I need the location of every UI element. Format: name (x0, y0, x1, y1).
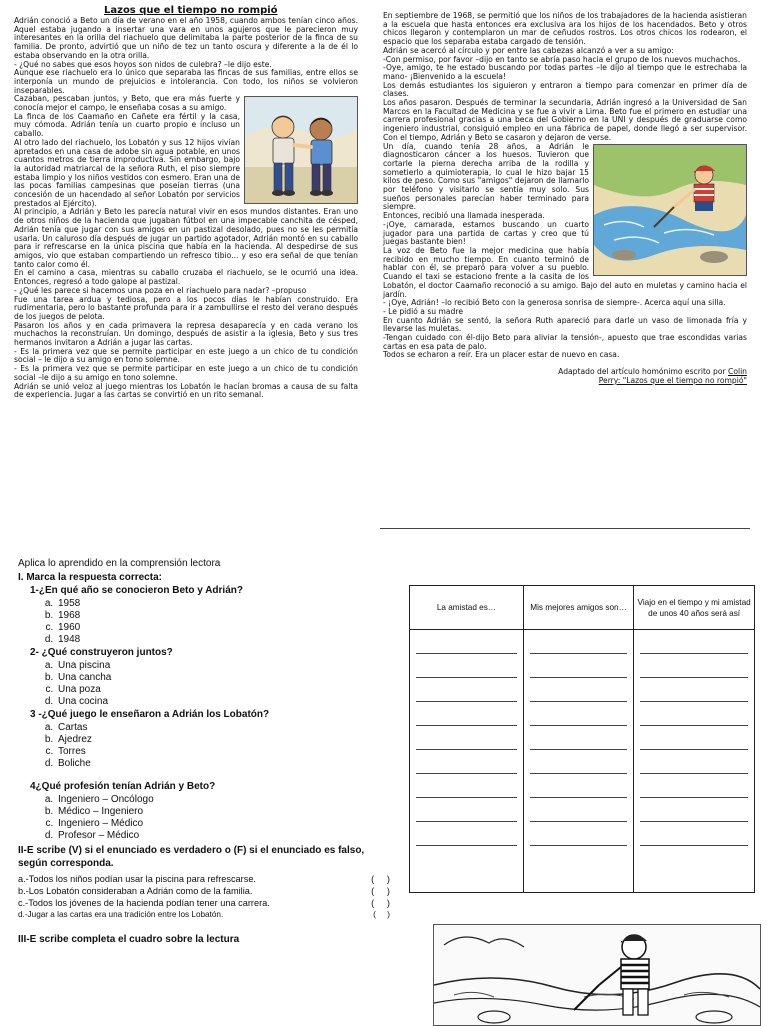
story-paragraph: -Tengan cuidado con él-dijo Beto para aliviar la tensión-, apuesto que trae escondidas varias cartas en esa pata de palo. (383, 333, 747, 351)
table-header: La amistad es… (410, 586, 524, 630)
story-paragraph: Cazaban, pescaban juntos, y Beto, que era más fuerte y conocía mejor el campo, le enseñaba cosas a su amigo. (14, 94, 240, 113)
tf-answer-blank[interactable]: ( ) (371, 898, 390, 909)
option[interactable]: a. Cartas (56, 722, 390, 734)
question-2: 2- ¿Qué construyeron juntos? (30, 647, 173, 659)
story-paragraph: Entonces, recibió una llamada inesperada. (383, 211, 545, 221)
section-3-title: III-E scribe completa el cuadro sobre la lectura (18, 933, 240, 945)
story-paragraph: Aunque ese riachuelo era lo único que separaba las fincas de sus familias, entre ellos se interponía un mundo de prejuicios e intolerancia. Con todo, los niños se volvieron inseparables. (14, 68, 358, 95)
question-3: 3 -¿Qué juego le enseñaron a Adrián los Lobatón? (30, 709, 270, 721)
story-paragraph: Un día, cuando tenía 28 años, a Adrián le diagnosticaron cáncer a los huesos. Tuvieron que cortarle la pierna derecha arriba de la rodilla y sometierlo a quimioterapia, lo cual le hizo bajar 15 kilos de peso. Como sus "amigos" dejaron de llamarlo por teléfono y visitarlo se sentía muy solo. Sus sueños personales parecían haber terminado para siempre. (383, 141, 589, 212)
story-paragraph: - ¿Qué les parece si hacemos una poza en el riachuelo para nadar? –propuso (14, 285, 307, 295)
tf-answer-blank[interactable]: ( ) (371, 873, 390, 884)
story-paragraph: - Le pidió a su madre (383, 306, 464, 316)
boy-by-river-illustration (593, 144, 747, 276)
story-paragraph: - ¡Oye, Adrián! –lo recibió Beto con la generosa sonrisa de siempre-. Acerca aquí una silla. (383, 298, 726, 308)
question-2-options (18, 660, 390, 709)
attribution-author: Colin (728, 367, 747, 377)
story-paragraph: Adrián se unió veloz al juego mientras los Lobatón le hacían bromas a causa de su falta de experiencia. Jugar a las cartas se convirtió en un rito semanal. (14, 381, 358, 400)
option[interactable]: d. Profesor – Médico (56, 830, 390, 842)
question-4: 4¿Qué profesión tenían Adrián y Beto? (30, 781, 216, 793)
story-paragraph: Adrián conoció a Beto un día de verano en el año 1958, cuando ambos tenían cinco años. Aquel estaba jugando a insertar una vara en unos agujeros que le parecieron muy interesantes en la orilla del riachuelo que delimitaba la parte posterior de la finca de su familia. De pronto, advirtió que un niño de tez un tanto oscura y diferente a la de él lo estaba observando en la otra orilla. (14, 16, 358, 60)
tf-statement: c.-Todos los jóvenes de la hacienda podían tener una carrera. (18, 898, 270, 909)
story-attribution (383, 368, 747, 385)
option[interactable]: a. Ingeniero – Oncólogo (56, 794, 390, 806)
story-paragraph: En cuanto Adrián se sentó, la señora Ruth apareció para darle un vaso de limonada fría y llevarse las muletas. (383, 315, 747, 334)
story-paragraph: - Es la primera vez que se permite participar en este juego a un chico de tu condición social – le dijo a su amigo en tono solemne. (14, 346, 358, 365)
option[interactable]: d. 1948 (56, 634, 390, 646)
true-false-list (18, 873, 390, 922)
story-paragraph: Todos se echaron a reír. Era un placer estar de nuevo en casa. (383, 350, 620, 360)
tf-statement: d.-Jugar a las cartas era una tradición entre los Lobatón. (18, 910, 224, 920)
question-4-options (18, 794, 390, 843)
option[interactable]: b. Ajedrez (56, 734, 390, 746)
table-cell[interactable] (523, 630, 633, 893)
option[interactable]: c. Una poza (56, 684, 390, 696)
table-cell[interactable] (634, 630, 755, 893)
attribution-title: Perry: "Lazos que el tiempo no rompió" (598, 375, 747, 385)
story-paragraph: Los demás estudiantes los siguieron y entraron a tiempo para comenzar en primer día de clases. (383, 80, 747, 99)
story-paragraph: Adrián se acercó al círculo y por entre las cabezas alcanzó a ver a su amigo: (383, 45, 674, 55)
two-boys-illustration (244, 96, 358, 204)
option[interactable]: c. Torres (56, 746, 390, 758)
tf-answer-blank[interactable]: ( ) (373, 910, 390, 920)
table-header: Viajo en el tiempo y mi amistad de unos 40 años será así (634, 586, 755, 630)
attribution-divider (380, 528, 750, 529)
option[interactable]: d. Una cocina (56, 696, 390, 708)
story-paragraph: Al otro lado del riachuelo, los Lobatón y sus 12 hijos vivían apretados en una casa de adobe sin agua potable, en unos cuantos metros de tierra improductiva. Sin embargo, bajo la autoridad matriarcal de la señora Ruth, el piso siempre estaba limpio y los niños vestidos con esmero. Eran una de las pocas familias campesinas que poseían tierras (una concesión de un hacendado al señor Lobatón por servicios prestados al Ejército). (14, 137, 240, 208)
tf-statement: b.-Los Lobatón consideraban a Adrián como de la familia. (18, 886, 253, 897)
story-paragraph: Al principio, a Adrián y Beto les parecía natural vivir en esos mundos distantes. Eran uno de otros niños de la hacienda que jugaban fútbol en una impecable canchita de césped, Adrián tenía que jugar con sus amigos en un pastizal desolado, pues no se les permitía usarla. Un caluroso día después de jugar un partido agotador, Adrián montó en su caballo para ir refrescarse en la única piscina que había en la hacienda. Al despedirse de sus amigos, vio que estaban compartiendo un refresco tibio... y eso era señal de que tenían tanto calor como él. (14, 207, 358, 269)
story-paragraph: -Oye, amigo, te he estado buscando por todas partes –le dijo al tiempo que le estrechaba la mano- ¡Bienvenido a la escuela! (383, 63, 747, 81)
option[interactable]: d. Boliche (56, 758, 390, 770)
story-paragraph: Pasaron los años y en cada primavera la represa desaparecía y en cada verano los muchachos la reconstruían. Un domingo, después de asistir a la iglesia, Beto y sus tres hermanos invitaron a Adrián a jugar las cartas. (14, 320, 358, 348)
option[interactable]: b. 1968 (56, 610, 390, 622)
attribution-text: Adaptado del artículo homónimo escrito por (558, 367, 726, 377)
section-2-title: II-E scribe (V) si el enunciado es verdadero o (F) si el enunciado es falso, según corresponda. (18, 845, 365, 869)
tf-statement: a.-Todos los niños podían usar la piscina para refrescarse. (18, 873, 256, 884)
option[interactable]: a. 1958 (56, 598, 390, 610)
true-false-item (18, 897, 390, 909)
worksheet-instruction: Aplica lo aprendido en la comprensión lectora (18, 558, 221, 569)
tf-answer-blank[interactable]: ( ) (371, 886, 390, 897)
table-cell[interactable] (410, 630, 524, 893)
option[interactable]: a. Una piscina (56, 660, 390, 672)
story-paragraph: -¡Oye, camarada, estamos buscando un cuarto jugador para una partida de cartas y creo que tú juegas bastante bien! (383, 219, 589, 247)
story-paragraph: En septiembre de 1968, se permitió que los niños de los trabajadores de la hacienda asistieran a la escuela que hasta entonces era exclusiva ara los hijos de los hacendados. Beto y otros chicos llegaron y contemplaron un mar de ceñudos rostros. Los otros chicos los rodearon, el espacio que los separaba estaba cargado de tensión. (383, 11, 747, 47)
question-1: 1-¿En qué año se conocieron Beto y Adrián? (30, 585, 243, 597)
option[interactable]: b. Una cancha (56, 672, 390, 684)
story-paragraph: - Es la primera vez que se permite participar en este juego a un chico de tu condición social –le dijo a su amigo en tono solemne. (14, 364, 358, 382)
story-right-column (383, 12, 747, 386)
story-paragraph: La finca de los Caamaño en Cañete era fértil y la casa, muy cómoda. Adrián tenía un cuarto propio e incluso un caballo. (14, 111, 240, 139)
table-header: Mis mejores amigos son… (523, 586, 633, 630)
story-paragraph: - ¿Qué no sabes que esos hoyos son nidos de culebra? –le dijo este. (14, 59, 272, 69)
worksheet (18, 558, 390, 946)
story-left-column (14, 6, 358, 400)
section-1-title: I. Marca la respuesta correcta: (18, 572, 162, 584)
friendship-table (409, 585, 755, 893)
question-3-options (18, 722, 390, 771)
story-title: Lazos que el tiempo no rompió (104, 5, 278, 16)
story-paragraph: Los años pasaron. Después de terminar la secundaria, Adrián ingresó a la Universidad de San Marcos en la Facultad de Medicina y se fue a vivir a Lima. Beto fue el primero en estudiar una carrera profesional gracias a una beca del Gobierno en la UNI y después de graduarse como ingeniero industrial, consiguió empleo en una fábrica de papel, donde llegó a ser supervisor. Con el tiempo, Adrián y Beto se casaron y dejaron de verse. (383, 98, 747, 142)
option[interactable]: b. Médico – Ingeniero (56, 806, 390, 818)
story-paragraph: -Con permiso, por favor –dijo en tanto se abría paso hacia el grupo de los nuevos muchachos. (383, 54, 741, 64)
true-false-item (18, 873, 390, 885)
option[interactable]: c. 1960 (56, 622, 390, 634)
option[interactable]: c. Ingeniero – Médico (56, 818, 390, 830)
story-paragraph: Fue una tarea ardua y tediosa, pero a los pocos días le habían construido. Era rudimentaria, pero lo bastante profunda para ir a zambullirse el resto del verano después de los juegos de pelota. (14, 294, 358, 321)
story-paragraph: En el camino a casa, mientras su caballo cruzaba el riachuelo, se le ocurrió una idea. Entonces, regresó a todo galope al pastizal. (14, 268, 358, 287)
story-paragraph: La voz de Beto fue la mejor medicina que había recibido en mucho tiempo. En cuanto terminó de hablar con él, se preparó para volver a su pueblo. Cuando el taxi se estaciono frente a la casita de los Lobatón, el doctor Caamaño reconoció a su amigo. Bajo del auto en muletas y camino hacia el jardín. (383, 245, 747, 299)
true-false-item (18, 885, 390, 897)
true-false-item (18, 909, 390, 921)
question-1-options (18, 598, 390, 647)
boy-sketch-illustration (433, 924, 761, 1026)
